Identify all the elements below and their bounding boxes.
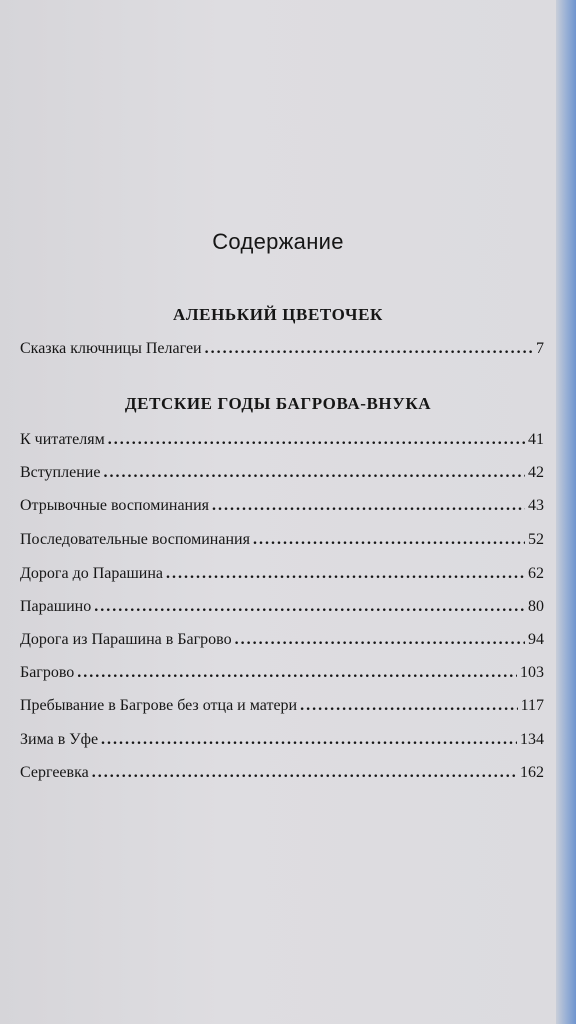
toc-entry-label: Багрово — [20, 664, 75, 681]
toc-entry-label: Вступление — [20, 464, 101, 481]
dot-leader — [101, 731, 517, 749]
dot-leader — [94, 598, 525, 616]
toc-entry-label: К читателям — [20, 431, 105, 448]
toc-entry-page: 7 — [536, 340, 544, 357]
toc-entry-page: 162 — [520, 764, 544, 781]
toc-entry-label: Пребывание в Багрове без отца и матери — [20, 697, 298, 714]
toc-entry — [20, 731, 544, 753]
toc-entry-page: 134 — [520, 731, 544, 748]
dot-leader — [77, 664, 517, 682]
section-heading: АЛЕНЬКИЙ ЦВЕТОЧЕК — [173, 305, 383, 324]
toc-entry — [20, 697, 544, 719]
toc-entry-page: 62 — [528, 565, 544, 582]
toc-entry-page: 41 — [528, 431, 544, 448]
section-heading: ДЕТСКИЕ ГОДЫ БАГРОВА-ВНУКА — [124, 394, 432, 413]
toc-entry — [20, 340, 544, 362]
dot-leader — [92, 764, 517, 782]
toc-entry-page: 43 — [528, 497, 544, 514]
dot-leader — [212, 497, 525, 515]
toc-entry — [20, 598, 544, 620]
dot-leader — [205, 340, 533, 358]
toc-entry — [20, 764, 544, 786]
page-title: Содержание — [212, 229, 344, 254]
toc-entry — [20, 497, 544, 519]
toc-entry — [20, 531, 544, 553]
dot-leader — [235, 631, 525, 649]
dot-leader — [108, 431, 525, 449]
toc-entry-page: 42 — [528, 464, 544, 481]
toc-entry-label: Дорога из Парашина в Багрово — [20, 631, 232, 648]
toc-entry — [20, 431, 544, 453]
toc-entry-page: 117 — [520, 697, 544, 714]
toc-entry-label: Сказка ключницы Пелагеи — [20, 340, 202, 357]
toc-entry — [20, 664, 544, 686]
toc-entry-page: 52 — [528, 531, 544, 548]
toc-entry-label: Дорога до Парашина — [20, 565, 164, 582]
toc-entry-page: 103 — [520, 664, 544, 681]
toc-entry-page: 94 — [528, 631, 544, 648]
toc-entry — [20, 631, 544, 653]
toc-entry-label: Отрывочные воспоминания — [20, 497, 210, 514]
toc-entry — [20, 565, 544, 587]
dot-leader — [166, 565, 525, 583]
toc-entry-label: Последовательные воспоминания — [20, 531, 250, 548]
page-edge-shadow — [556, 0, 576, 1024]
toc-entry — [20, 464, 544, 486]
dot-leader — [253, 531, 525, 549]
toc-entry-label: Зима в Уфе — [20, 731, 99, 748]
dot-leader — [103, 464, 525, 482]
toc-entry-label: Сергеевка — [20, 764, 89, 781]
toc-entry-page: 80 — [528, 598, 544, 615]
toc-entry-label: Парашино — [20, 598, 92, 615]
dot-leader — [300, 697, 517, 715]
